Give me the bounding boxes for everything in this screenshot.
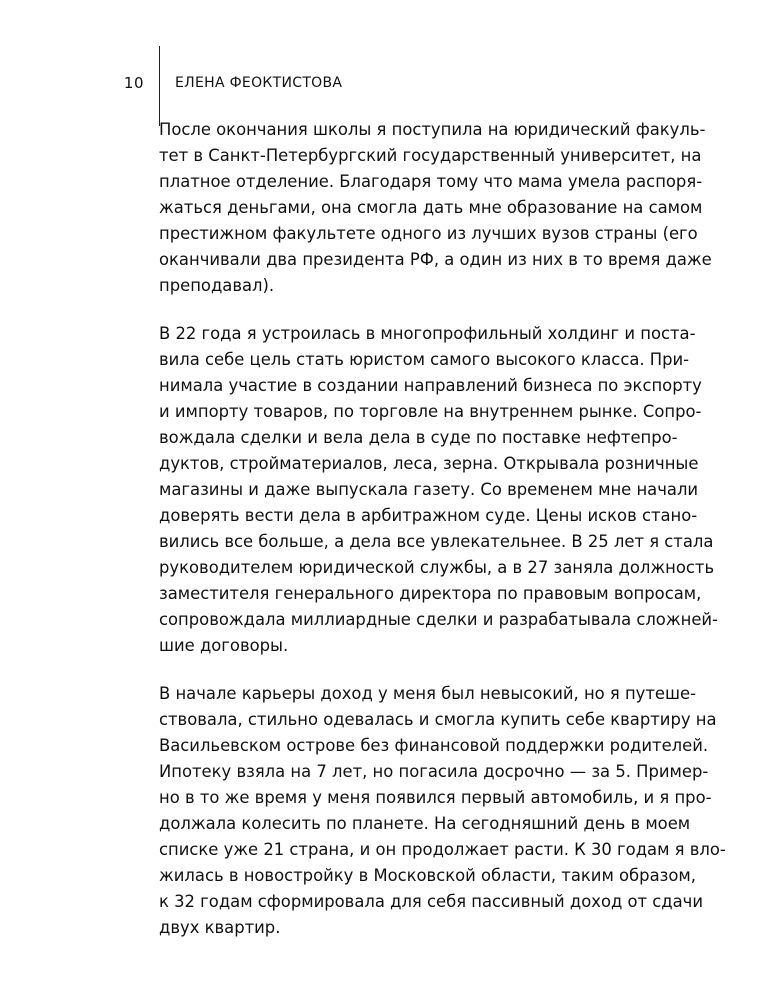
text-line: престижном факультете одного из лучших вузов страны (его — [159, 224, 698, 243]
text-line: В 22 года я устроилась в многопрофильный холдинг и поста- — [159, 324, 696, 343]
text-line: должала колесить по планете. На сегодняшний день в моем — [159, 814, 691, 833]
text-line: списке уже 21 страна, и он продолжает расти. К 30 годам я вло- — [159, 840, 726, 859]
text-line: вождала сделки и вела дела в суде по поставке нефтепро- — [159, 428, 678, 447]
paragraph-education — [159, 117, 712, 299]
text-line: ствовала, стильно одевалась и смогла купить себе квартиру на — [159, 710, 717, 729]
text-line: к 32 годам сформировала для себя пассивный доход от сдачи — [159, 892, 704, 911]
author-name: ЕЛЕНА ФЕОКТИСТОВА — [175, 75, 343, 91]
text-line: двух квартир. — [159, 918, 281, 937]
text-line: оканчивали два президента РФ, а один из них в то время даже — [159, 250, 712, 269]
text-line: и импорту товаров, по торговле на внутреннем рынке. Сопро- — [159, 402, 702, 421]
running-head — [0, 72, 759, 102]
text-line: доверять вести дела в арбитражном суде. Цены исков стано- — [159, 506, 698, 525]
text-line: дуктов, стройматериалов, леса, зерна. Открывала розничные — [159, 454, 699, 473]
page-number: 10 — [123, 74, 144, 92]
text-line: Васильевском острове без финансовой поддержки родителей. — [159, 736, 709, 755]
text-line: вила себе цель стать юристом самого высокого класса. При- — [159, 350, 690, 369]
text-line: тет в Санкт-Петербургский государственный университет, на — [159, 146, 702, 165]
text-line: После окончания школы я поступила на юридический факуль- — [159, 120, 706, 139]
text-line: руководителем юридической службы, а в 27 заняла должность — [159, 558, 715, 577]
paragraph-income — [159, 681, 726, 941]
body-text — [159, 117, 726, 941]
text-line: В начале карьеры доход у меня был невысокий, но я путеше- — [159, 684, 697, 703]
text-line: но в то же время у меня появился первый автомобиль, и я про- — [159, 788, 712, 807]
header-divider — [159, 46, 160, 126]
paragraph-career — [159, 321, 718, 659]
text-line: нимала участие в создании направлений бизнеса по экспорту — [159, 376, 702, 395]
text-line: жаться деньгами, она смогла дать мне образование на самом — [159, 198, 703, 217]
text-line: магазины и даже выпускала газету. Со временем мне начали — [159, 480, 699, 499]
text-line: вились все больше, а дела все увлекательнее. В 25 лет я стала — [159, 532, 714, 551]
text-line: Ипотеку взяла на 7 лет, но погасила досрочно — за 5. Пример- — [159, 762, 709, 781]
text-line: заместителя генерального директора по правовым вопросам, — [159, 584, 702, 603]
text-line: сопровождала миллиардные сделки и разрабатывала сложней- — [159, 610, 718, 629]
text-line: шие договоры. — [159, 636, 289, 655]
text-line: жилась в новостройку в Московской области, таким образом, — [159, 866, 696, 885]
text-line: платное отделение. Благодаря тому что мама умела распоря- — [159, 172, 703, 191]
text-line: преподавал). — [159, 276, 275, 295]
